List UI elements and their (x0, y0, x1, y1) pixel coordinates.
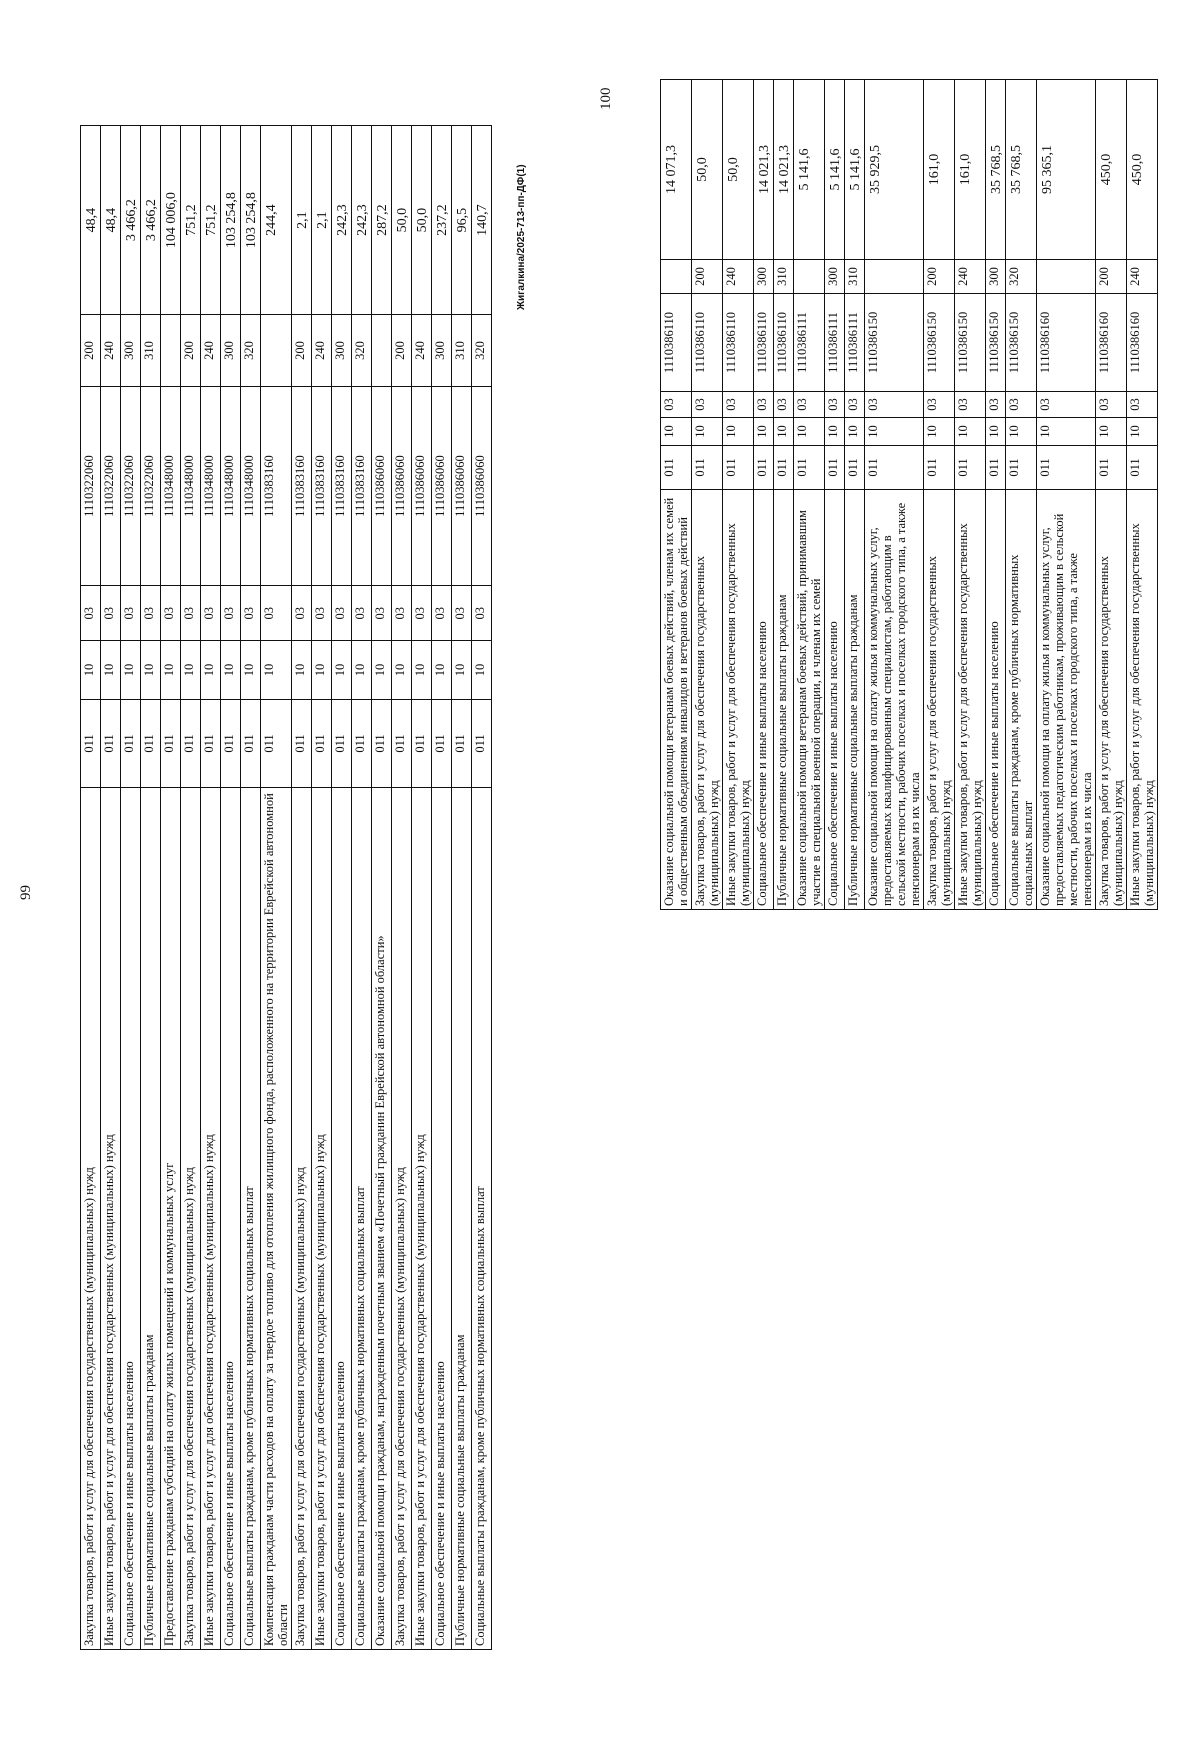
table-row (955, 80, 986, 910)
row-description: Иные закупки товаров, работ и услуг для обеспечения государственных (муниципальных) нужд (101, 788, 121, 1650)
expense-type-code: 240 (723, 260, 754, 294)
amount-value: 50,0 (692, 80, 723, 260)
amount-value: 161,0 (924, 80, 955, 260)
ministry-code: 011 (452, 699, 472, 787)
ministry-code: 011 (845, 446, 865, 490)
table-row (472, 126, 492, 1650)
target-item-code: 1110322060 (121, 386, 141, 586)
expense-type-code: 200 (692, 260, 723, 294)
target-item-code: 1110348000 (161, 386, 181, 586)
ministry-code: 011 (432, 699, 452, 787)
expense-type-code: 240 (312, 315, 332, 386)
row-description: Закупка товаров, работ и услуг для обеспечения государственных (муниципальных) нужд (181, 788, 201, 1650)
ministry-code: 011 (986, 446, 1006, 490)
table-row (261, 126, 292, 1650)
section-code: 10 (794, 418, 825, 446)
target-item-code: 1110348000 (241, 386, 261, 586)
ministry-code: 011 (825, 446, 845, 490)
amount-value: 751,2 (201, 126, 221, 315)
ministry-code: 011 (865, 446, 924, 490)
row-description: Социальное обеспечение и иные выплаты населению (432, 788, 452, 1650)
amount-value: 48,4 (81, 126, 101, 315)
section-code: 10 (472, 641, 492, 700)
subsection-code: 03 (141, 586, 161, 641)
subsection-code: 03 (924, 392, 955, 418)
section-code: 10 (332, 641, 352, 700)
row-description: Оказание социальной помощи на оплату жилья и коммунальных услуг, предоставляемых педагогическим работникам, проживающим в сельской местности, рабочих поселках и поселках городского типа, а также пенсионерам из их числа (1037, 490, 1096, 910)
amount-value: 161,0 (955, 80, 986, 260)
subsection-code: 03 (472, 586, 492, 641)
row-description: Социальное обеспечение и иные выплаты населению (221, 788, 241, 1650)
table-row (141, 126, 161, 1650)
subsection-code: 03 (794, 392, 825, 418)
expense-type-code: 200 (81, 315, 101, 386)
subsection-code: 03 (865, 392, 924, 418)
target-item-code: 1110386111 (825, 294, 845, 392)
subsection-code: 03 (312, 586, 332, 641)
section-code: 10 (865, 418, 924, 446)
ministry-code: 011 (754, 446, 774, 490)
section-code: 10 (452, 641, 472, 700)
section-code: 10 (81, 641, 101, 700)
amount-value: 95 365,1 (1037, 80, 1096, 260)
section-code: 10 (412, 641, 432, 700)
table-row (1037, 80, 1096, 910)
table-row (825, 80, 845, 910)
target-item-code: 1110386160 (1096, 294, 1127, 392)
row-description: Социальное обеспечение и иные выплаты населению (121, 788, 141, 1650)
expense-type-code: 320 (241, 315, 261, 386)
row-description: Социальное обеспечение и иные выплаты населению (825, 490, 845, 910)
amount-value: 237,2 (432, 126, 452, 315)
table-row (372, 126, 392, 1650)
section-code: 10 (1096, 418, 1127, 446)
expense-type-code: 310 (452, 315, 472, 386)
amount-value: 35 768,5 (986, 80, 1006, 260)
table-body (81, 126, 492, 1650)
section-code: 10 (692, 418, 723, 446)
section-code: 10 (181, 641, 201, 700)
expense-type-code: 200 (181, 315, 201, 386)
table-row (81, 126, 101, 1650)
row-description: Оказание социальной помощи ветеранам боевых действий, принимавшим участие в специальной военной операции, и членам их семей (794, 490, 825, 910)
ministry-code: 011 (241, 699, 261, 787)
expense-type-code (261, 315, 292, 386)
amount-value: 2,1 (292, 126, 312, 315)
row-description: Иные закупки товаров, работ и услуг для обеспечения государственных (муниципальных) нужд (312, 788, 332, 1650)
subsection-code: 03 (332, 586, 352, 641)
subsection-code: 03 (955, 392, 986, 418)
expense-type-code: 320 (1006, 260, 1037, 294)
amount-value: 50,0 (392, 126, 412, 315)
target-item-code: 1110386160 (1037, 294, 1096, 392)
ministry-code: 011 (312, 699, 332, 787)
target-item-code: 1110386060 (412, 386, 432, 586)
row-description: Закупка товаров, работ и услуг для обеспечения государственных (муниципальных) нужд (692, 490, 723, 910)
subsection-code: 03 (692, 392, 723, 418)
row-description: Публичные нормативные социальные выплаты гражданам (141, 788, 161, 1650)
table-row (754, 80, 774, 910)
expense-type-code: 240 (201, 315, 221, 386)
amount-value: 48,4 (101, 126, 121, 315)
section-code: 10 (121, 641, 141, 700)
subsection-code: 03 (121, 586, 141, 641)
subsection-code: 03 (292, 586, 312, 641)
amount-value: 3 466,2 (141, 126, 161, 315)
target-item-code: 1110386060 (432, 386, 452, 586)
target-item-code: 1110322060 (81, 386, 101, 586)
amount-value: 35 929,5 (865, 80, 924, 260)
section-code: 10 (392, 641, 412, 700)
ministry-code: 011 (1096, 446, 1127, 490)
section-code: 10 (986, 418, 1006, 446)
row-description: Иные закупки товаров, работ и услуг для обеспечения государственных (муниципальных) нужд (723, 490, 754, 910)
table-row (241, 126, 261, 1650)
expense-type-code: 320 (352, 315, 372, 386)
amount-value: 3 466,2 (121, 126, 141, 315)
amount-value: 96,5 (452, 126, 472, 315)
table-row (661, 80, 692, 910)
section-code: 10 (161, 641, 181, 700)
section-code: 10 (845, 418, 865, 446)
footer-code: Жигалкина/2025-713-пп-ДФ(1) (516, 164, 527, 310)
ministry-code: 011 (1127, 446, 1158, 490)
section-code: 10 (955, 418, 986, 446)
amount-value: 751,2 (181, 126, 201, 315)
target-item-code: 1110386110 (774, 294, 794, 392)
amount-value: 450,0 (1096, 80, 1127, 260)
row-description: Закупка товаров, работ и услуг для обеспечения государственных (муниципальных) нужд (392, 788, 412, 1650)
target-item-code: 1110348000 (201, 386, 221, 586)
expense-type-code: 300 (986, 260, 1006, 294)
table-row (774, 80, 794, 910)
target-item-code: 1110383160 (312, 386, 332, 586)
ministry-code: 011 (292, 699, 312, 787)
target-item-code: 1110383160 (292, 386, 312, 586)
page-99 (18, 125, 527, 1650)
row-description: Социальные выплаты гражданам, кроме публичных нормативных социальных выплат (1006, 490, 1037, 910)
expense-type-code: 300 (432, 315, 452, 386)
ministry-code: 011 (221, 699, 241, 787)
target-item-code: 1110386110 (723, 294, 754, 392)
table-body (661, 80, 1158, 910)
expense-type-code (372, 315, 392, 386)
target-item-code: 1110386150 (955, 294, 986, 392)
subsection-code: 03 (412, 586, 432, 641)
ministry-code: 011 (141, 699, 161, 787)
amount-value: 5 141,6 (794, 80, 825, 260)
target-item-code: 1110383160 (332, 386, 352, 586)
amount-value: 140,7 (472, 126, 492, 315)
target-item-code: 1110322060 (141, 386, 161, 586)
subsection-code: 03 (392, 586, 412, 641)
table-row (1096, 80, 1127, 910)
subsection-code: 03 (1037, 392, 1096, 418)
amount-value: 5 141,6 (825, 80, 845, 260)
expense-type-code: 200 (292, 315, 312, 386)
table-row (924, 80, 955, 910)
ministry-code: 011 (692, 446, 723, 490)
subsection-code: 03 (754, 392, 774, 418)
table-row (452, 126, 472, 1650)
row-description: Закупка товаров, работ и услуг для обеспечения государственных (муниципальных) нужд (1096, 490, 1127, 910)
ministry-code: 011 (372, 699, 392, 787)
subsection-code: 03 (201, 586, 221, 641)
table-row (121, 126, 141, 1650)
row-description: Закупка товаров, работ и услуг для обеспечения государственных (муниципальных) нужд (81, 788, 101, 1650)
row-description: Компенсация гражданам части расходов на оплату за твердое топливо для отопления жилищного фонда, расположенного на территории Еврейской автономной области (261, 788, 292, 1650)
ministry-code: 011 (81, 699, 101, 787)
amount-value: 242,3 (332, 126, 352, 315)
target-item-code: 1110348000 (181, 386, 201, 586)
expense-type-code (865, 260, 924, 294)
target-item-code: 1110386150 (986, 294, 1006, 392)
subsection-code: 03 (241, 586, 261, 641)
subsection-code: 03 (1006, 392, 1037, 418)
amount-value: 14 021,3 (754, 80, 774, 260)
subsection-code: 03 (372, 586, 392, 641)
section-code: 10 (201, 641, 221, 700)
table-row (101, 126, 121, 1650)
amount-value: 103 254,8 (241, 126, 261, 315)
table-row (201, 126, 221, 1650)
target-item-code: 1110386111 (845, 294, 865, 392)
page-number: 100 (598, 87, 614, 110)
row-description: Социальные выплаты гражданам, кроме публичных нормативных социальных выплат (352, 788, 372, 1650)
subsection-code: 03 (452, 586, 472, 641)
subsection-code: 03 (261, 586, 292, 641)
subsection-code: 03 (221, 586, 241, 641)
section-code: 10 (723, 418, 754, 446)
row-description: Социальное обеспечение и иные выплаты населению (332, 788, 352, 1650)
table-row (845, 80, 865, 910)
expense-type-code: 240 (955, 260, 986, 294)
section-code: 10 (372, 641, 392, 700)
row-description: Закупка товаров, работ и услуг для обеспечения государственных (муниципальных) нужд (292, 788, 312, 1650)
row-description: Социальное обеспечение и иные выплаты населению (754, 490, 774, 910)
subsection-code: 03 (1096, 392, 1127, 418)
table-row (332, 126, 352, 1650)
section-code: 10 (661, 418, 692, 446)
row-description: Оказание социальной помощи ветеранам боевых действий, членам их семей и общественным объединениям инвалидов и ветеранов боевых действий (661, 490, 692, 910)
target-item-code: 1110386110 (661, 294, 692, 392)
budget-table (80, 125, 492, 1650)
ministry-code: 011 (412, 699, 432, 787)
section-code: 10 (1037, 418, 1096, 446)
row-description: Иные закупки товаров, работ и услуг для обеспечения государственных (муниципальных) нужд (1127, 490, 1158, 910)
target-item-code: 1110386111 (794, 294, 825, 392)
expense-type-code: 240 (101, 315, 121, 386)
expense-type-code (161, 315, 181, 386)
expense-type-code: 300 (754, 260, 774, 294)
expense-type-code: 240 (412, 315, 432, 386)
amount-value: 103 254,8 (221, 126, 241, 315)
table-row (692, 80, 723, 910)
ministry-code: 011 (161, 699, 181, 787)
amount-value: 450,0 (1127, 80, 1158, 260)
section-code: 10 (352, 641, 372, 700)
ministry-code: 011 (924, 446, 955, 490)
row-description: Оказание социальной помощи на оплату жилья и коммунальных услуг, предоставляемых квалифицированным специалистам, работающим в сельской местности, рабочих поселках и поселках городского типа, а также пенсионерам из их числа (865, 490, 924, 910)
expense-type-code: 300 (221, 315, 241, 386)
table-row (986, 80, 1006, 910)
subsection-code: 03 (352, 586, 372, 641)
row-description: Предоставление гражданам субсидий на оплату жилых помещений и коммунальных услуг (161, 788, 181, 1650)
budget-table (660, 79, 1158, 910)
expense-type-code: 320 (472, 315, 492, 386)
section-code: 10 (774, 418, 794, 446)
table-row (723, 80, 754, 910)
row-description: Иные закупки товаров, работ и услуг для обеспечения государственных (муниципальных) нужд (201, 788, 221, 1650)
ministry-code: 011 (181, 699, 201, 787)
expense-type-code: 300 (121, 315, 141, 386)
amount-value: 104 006,0 (161, 126, 181, 315)
subsection-code: 03 (181, 586, 201, 641)
expense-type-code: 200 (1096, 260, 1127, 294)
section-code: 10 (141, 641, 161, 700)
table-row (794, 80, 825, 910)
section-code: 10 (1127, 418, 1158, 446)
section-code: 10 (241, 641, 261, 700)
target-item-code: 1110322060 (101, 386, 121, 586)
amount-value: 14 021,3 (774, 80, 794, 260)
section-code: 10 (924, 418, 955, 446)
amount-value: 242,3 (352, 126, 372, 315)
page-100 (598, 80, 1156, 910)
table-row (161, 126, 181, 1650)
expense-type-code: 310 (845, 260, 865, 294)
row-description: Иные закупки товаров, работ и услуг для обеспечения государственных (муниципальных) нужд (955, 490, 986, 910)
ministry-code: 011 (955, 446, 986, 490)
ministry-code: 011 (794, 446, 825, 490)
amount-value: 14 071,3 (661, 80, 692, 260)
ministry-code: 011 (261, 699, 292, 787)
row-description: Закупка товаров, работ и услуг для обеспечения государственных (муниципальных) нужд (924, 490, 955, 910)
target-item-code: 1110386160 (1127, 294, 1158, 392)
row-description: Публичные нормативные социальные выплаты гражданам (452, 788, 472, 1650)
section-code: 10 (261, 641, 292, 700)
row-description: Публичные нормативные социальные выплаты гражданам (845, 490, 865, 910)
expense-type-code: 310 (141, 315, 161, 386)
ministry-code: 011 (101, 699, 121, 787)
ministry-code: 011 (1006, 446, 1037, 490)
expense-type-code: 240 (1127, 260, 1158, 294)
ministry-code: 011 (332, 699, 352, 787)
section-code: 10 (754, 418, 774, 446)
table-row (312, 126, 332, 1650)
table-row (392, 126, 412, 1650)
table-row (181, 126, 201, 1650)
ministry-code: 011 (774, 446, 794, 490)
page-number: 99 (18, 885, 34, 900)
target-item-code: 1110386150 (1006, 294, 1037, 392)
expense-type-code: 310 (774, 260, 794, 294)
subsection-code: 03 (661, 392, 692, 418)
subsection-code: 03 (101, 586, 121, 641)
target-item-code: 1110386060 (392, 386, 412, 586)
subsection-code: 03 (845, 392, 865, 418)
expense-type-code: 200 (924, 260, 955, 294)
expense-type-code: 300 (332, 315, 352, 386)
subsection-code: 03 (986, 392, 1006, 418)
amount-value: 5 141,6 (845, 80, 865, 260)
target-item-code: 1110386060 (472, 386, 492, 586)
amount-value: 244,4 (261, 126, 292, 315)
subsection-code: 03 (774, 392, 794, 418)
ministry-code: 011 (661, 446, 692, 490)
amount-value: 50,0 (723, 80, 754, 260)
table-row (412, 126, 432, 1650)
expense-type-code (661, 260, 692, 294)
target-item-code: 1110386150 (924, 294, 955, 392)
subsection-code: 03 (825, 392, 845, 418)
section-code: 10 (312, 641, 332, 700)
table-row (352, 126, 372, 1650)
expense-type-code (1037, 260, 1096, 294)
table-row (292, 126, 312, 1650)
section-code: 10 (101, 641, 121, 700)
target-item-code: 1110386110 (692, 294, 723, 392)
subsection-code: 03 (161, 586, 181, 641)
row-description: Иные закупки товаров, работ и услуг для обеспечения государственных (муниципальных) нужд (412, 788, 432, 1650)
amount-value: 2,1 (312, 126, 332, 315)
table-row (865, 80, 924, 910)
target-item-code: 1110386060 (452, 386, 472, 586)
target-item-code: 1110383160 (352, 386, 372, 586)
row-description: Социальные выплаты гражданам, кроме публичных нормативных социальных выплат (241, 788, 261, 1650)
table-row (221, 126, 241, 1650)
amount-value: 287,2 (372, 126, 392, 315)
subsection-code: 03 (81, 586, 101, 641)
ministry-code: 011 (392, 699, 412, 787)
target-item-code: 1110386110 (754, 294, 774, 392)
target-item-code: 1110386060 (372, 386, 392, 586)
expense-type-code (794, 260, 825, 294)
row-description: Социальные выплаты гражданам, кроме публичных нормативных социальных выплат (472, 788, 492, 1650)
row-description: Социальное обеспечение и иные выплаты населению (986, 490, 1006, 910)
ministry-code: 011 (1037, 446, 1096, 490)
row-description: Публичные нормативные социальные выплаты гражданам (774, 490, 794, 910)
ministry-code: 011 (201, 699, 221, 787)
subsection-code: 03 (1127, 392, 1158, 418)
target-item-code: 1110386150 (865, 294, 924, 392)
ministry-code: 011 (472, 699, 492, 787)
table-row (1127, 80, 1158, 910)
target-item-code: 1110348000 (221, 386, 241, 586)
section-code: 10 (221, 641, 241, 700)
section-code: 10 (432, 641, 452, 700)
subsection-code: 03 (432, 586, 452, 641)
amount-value: 50,0 (412, 126, 432, 315)
ministry-code: 011 (121, 699, 141, 787)
subsection-code: 03 (723, 392, 754, 418)
expense-type-code: 300 (825, 260, 845, 294)
table-row (1006, 80, 1037, 910)
expense-type-code: 200 (392, 315, 412, 386)
section-code: 10 (825, 418, 845, 446)
section-code: 10 (1006, 418, 1037, 446)
ministry-code: 011 (723, 446, 754, 490)
section-code: 10 (292, 641, 312, 700)
amount-value: 35 768,5 (1006, 80, 1037, 260)
target-item-code: 1110383160 (261, 386, 292, 586)
ministry-code: 011 (352, 699, 372, 787)
row-description: Оказание социальной помощи гражданам, награжденным почетным званием «Почетный гражданин Еврейской автономной области» (372, 788, 392, 1650)
table-row (432, 126, 452, 1650)
